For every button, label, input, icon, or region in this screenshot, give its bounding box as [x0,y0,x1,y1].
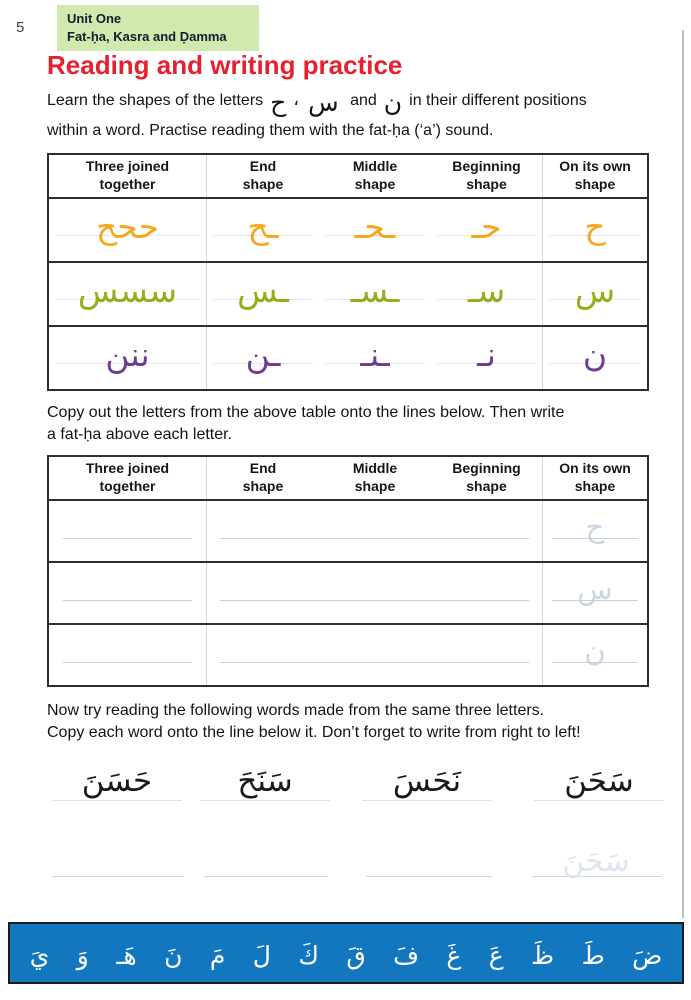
letter-cell: نـ [431,327,543,389]
letter-cell: ن [543,327,647,389]
col-header-own-shape: On its own shape [559,460,631,494]
letter-cell: سـ [431,263,543,325]
letter-cell: سسس [49,263,207,325]
letter-row-nun [49,325,647,389]
col-header-three-joined: Three joined together [49,457,207,499]
trace-cell [543,625,647,685]
trace-cell [543,501,647,561]
word-sanaha: سَنَحَ [198,752,332,818]
alphabet-letter-qaf: قَ [346,940,366,970]
arabic-letter-sin: س [308,88,339,117]
practice-row-nun [49,623,647,685]
copy-writing-line [366,876,492,877]
col-header-middle-shape: Middle shape [352,158,398,192]
col-header-end-shape: End shape [242,460,284,494]
letter-cell: ـن [207,327,319,389]
arabic-comma: ، [293,89,300,110]
alphabet-letter-fa: فَ [393,940,420,970]
letter-cell: ـحـ [319,199,431,261]
writing-line-cell [49,625,207,685]
alphabet-letter-za: ظَ [531,940,555,970]
col-header-own-shape: On its own shape [559,158,631,192]
arabic-letter-nun: ن [383,88,403,117]
word-sahana: سَحَنَ [532,752,666,818]
table-header-row [49,457,647,499]
intro-text: Learn the shapes of the letters [47,92,264,109]
letter-shapes-table [47,153,649,391]
arabic-letter-ha: ح [270,88,287,117]
intro-line1 [47,88,667,117]
practice-row-sin [49,561,647,623]
alphabet-letter-mim: مَ [209,940,226,970]
copy-writing-line [204,876,328,877]
alphabet-letter-nun: نَ [164,940,183,970]
letter-cell: حـ [431,199,543,261]
letter-row-ha [49,197,647,261]
unit-banner [57,5,259,51]
alphabet-letter-ya: يَ [29,940,50,970]
intro-text: and [350,92,377,109]
intro-text: in their different positions [409,92,587,109]
page-title: Reading and writing practice [47,50,403,80]
letter-row-sin [49,261,647,325]
alphabet-letter-ghain: غَ [446,940,462,970]
trace-cell [543,563,647,623]
unit-name: Unit One [67,11,122,26]
letter-cell: ـسـ [319,263,431,325]
col-header-beginning-shape: Beginning shape [431,457,543,499]
writing-line-cell [49,501,207,561]
unit-topic: Fat-ḥa, Kasra and Ḍamma [67,29,227,45]
practice-row-ha [49,499,647,561]
writing-line-cell [207,563,543,623]
practice-table [47,455,649,687]
alphabet-reference-bar [8,922,684,984]
word-nahasa: نَحَسَ [360,752,494,818]
trace-letter-sin: س [577,572,613,606]
writing-line-cell [207,625,543,685]
letter-cell: ننن [49,327,207,389]
letter-cell: ـس [207,263,319,325]
col-header-end-shape: End shape [242,158,284,192]
alphabet-letter-ta: طَ [581,940,605,970]
table-header-row [49,155,647,197]
col-header-middle-shape: Middle shape [352,460,398,494]
letter-cell: ـح [207,199,319,261]
intro-line2: within a word. Practise reading them with the fat-ḥa (‘a’) sound. [47,122,494,139]
alphabet-letter-ha: هَـ [116,940,137,970]
alphabet-letter-ain: عَ [488,940,504,970]
letter-cell: ححح [49,199,207,261]
letter-cell: ح [543,199,647,261]
word-hasana: حَسَنَ [50,752,184,818]
trace-letter-ha: ح [585,510,605,544]
alphabet-letters [10,924,682,982]
writing-line-cell [49,563,207,623]
copy-writing-line [52,876,184,877]
trace-letter-nun: ن [584,634,606,668]
writing-line-cell [207,501,543,561]
col-header-three-joined: Three joined together [49,155,207,197]
copy-instruction: Copy out the letters from the above table onto the lines below. Then write a fat-ḥa above each letter. [47,404,565,443]
alphabet-letter-kaf: كَ [298,940,319,970]
trace-word-sahana: سَحَنَ [562,844,630,879]
col-header-beginning-shape: Beginning shape [431,155,543,197]
page-number: 5 [16,19,25,36]
alphabet-letter-waw: وَ [76,940,89,970]
words-instruction: Now try reading the following words made from the same three letters. Copy each word onto the line below it. Don’t forget to write from right to left! [47,702,581,741]
letter-cell: س [543,263,647,325]
alphabet-letter-lam: لَ [252,940,271,970]
alphabet-letter-dad: ضَ [632,940,663,970]
page-scan-edge [682,30,684,918]
letter-cell: ـنـ [319,327,431,389]
